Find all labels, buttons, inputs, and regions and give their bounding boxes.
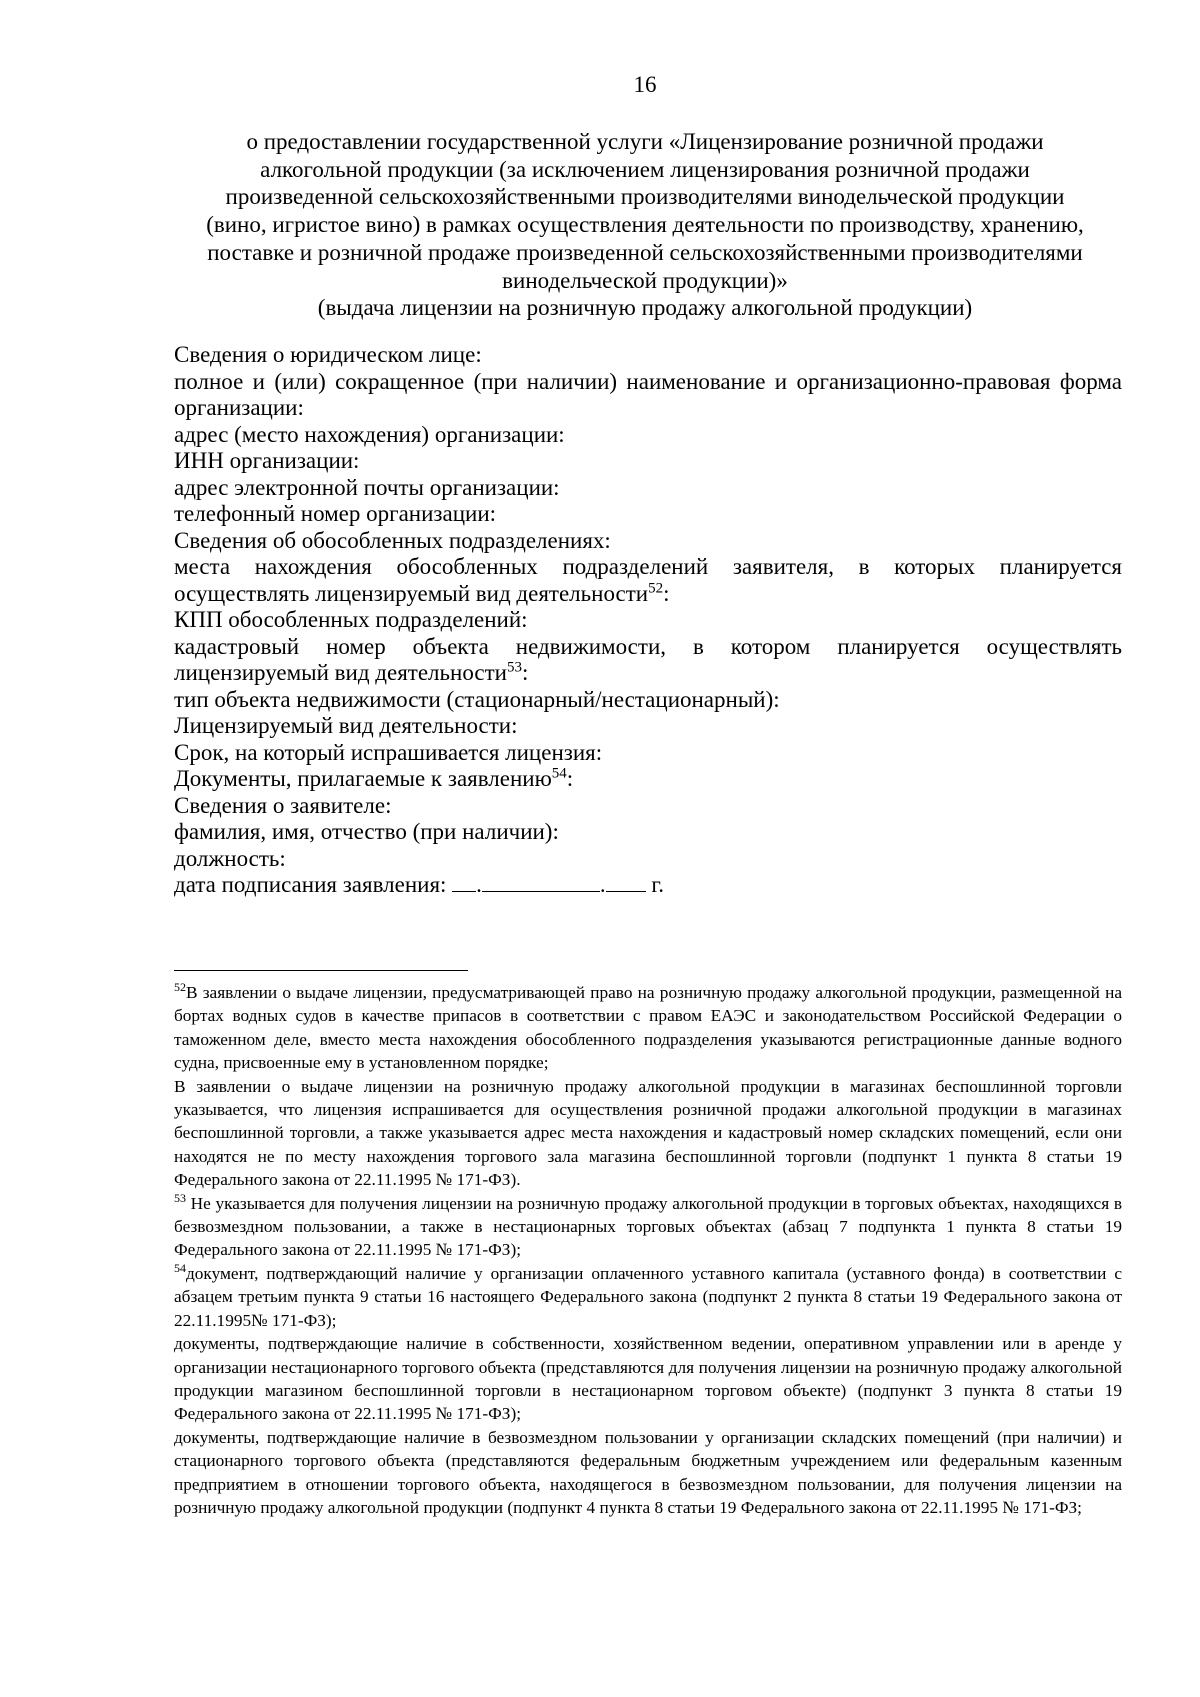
date-day-blank [452,873,476,892]
footnote-ref-54: 54 [551,765,567,782]
title-line: поставке и розничной продаже произведенной сельскохозяйственными производителями [207,239,1083,265]
footnote-53 [174,1192,1122,1262]
title-line: о предоставлении государственной услуги «Лицензирование розничной продажи [246,129,1044,154]
title-subline: (выдача лицензии на розничную продажу алкогольной продукции) [317,295,973,321]
footnote-54 [174,1262,1122,1332]
footnote-separator [174,970,468,971]
field-cadastral-text: кадастровый номер объекта недвижимости, в котором планируется осуществлять лицензируемый вид деятельности [174,633,1122,685]
document-title [165,128,1125,322]
colon: : [566,766,574,791]
title-line: алкогольной продукции (за исключением лицензирования розничной продажи [260,156,1030,182]
field-object-type: тип объекта недвижимости (стационарный/нестационарный): [174,686,780,712]
title-line: произведенной сельскохозяйственными производителями винодельческой продукции [225,184,1065,210]
date-dot: . [599,872,606,897]
field-documents-text: Документы, прилагаемые к заявлению [174,766,552,791]
field-term: Срок, на который испрашивается лицензия: [174,739,603,765]
field-kpp: КПП обособленных подразделений: [174,607,528,632]
footnote-ref-52: 52 [648,579,664,596]
footnote-52 [174,981,1122,1075]
field-position: должность: [174,845,286,871]
field-branch-locations-text: места нахождения обособленных подразделений заявителя, в которых планируется осуществлять лицензируемый вид деятельности [174,554,1122,606]
field-phone: телефонный номер организации: [174,501,497,526]
title-line: (вино, игристое вино) в рамках осуществления деятельности по производству, хранению, [206,212,1084,238]
footnote-mark: 52 [174,980,186,995]
field-activity: Лицензируемый вид деятельности: [174,713,518,738]
field-documents [174,766,1122,793]
footnote-mark: 54 [174,1261,186,1276]
date-dot: . [476,872,482,897]
footnote-text: В заявлении о выдаче лицензии, предусматривающей право на розничную продажу алкогольной продукции, размещенной на бортах водных судов в качестве припасов в соответствии с правом ЕАЭС и законодательством Российской Федерации о таможенном деле, вместо места нахождения обособленного подразделения указываются регистрационные данные водного судна, присвоенные ему в установленном порядке; [174,983,1122,1073]
title-line: винодельческой продукции)» [502,267,788,293]
field-sign-date [174,872,1122,899]
field-org-name: полное и (или) сокращенное (при наличии) наименование и организационно-правовая форма организации: [174,368,1122,420]
date-year-blank [606,873,646,892]
colon: : [521,660,529,685]
date-month-blank [482,873,600,892]
field-org-address: адрес (место нахождения) организации: [174,421,565,447]
field-inn: ИНН организации: [174,448,360,473]
field-full-name: фамилия, имя, отчество (при наличии): [174,819,559,844]
date-year-suffix: г. [651,872,665,897]
footnote-52-continuation: В заявлении о выдаче лицензии на розничную продажу алкогольной продукции в магазинах беспошлинной торговли указывается, что лицензия испрашивается для осуществления розничной продажи алкогольной продукции в магазинах беспошлинной торговли, а также указывается адрес места нахождения и кадастровый номер складских помещений, если они находятся не по месту нахождения торгового зала магазина беспошлинной торговли (подпункт 1 пункта 8 статьи 19 Федерального закона от 22.11.1995 № 171-ФЗ). [174,1076,1122,1190]
field-email: адрес электронной почты организации: [174,474,560,500]
sign-date-label: дата подписания заявления: [174,872,447,897]
footnote-text: документ, подтверждающий наличие у организации оплаченного уставного капитала (уставного фонда) в соответствии с абзацем третьим пункта 9 статьи 16 настоящего Федерального закона (подпункт 2 пункта 8 статьи 19 Федерального закона от 22.11.1995№ 171-ФЗ); [174,1263,1122,1330]
field-cadastral [174,634,1122,687]
application-fields [174,342,1122,899]
branches-heading: Сведения об обособленных подразделениях: [174,527,611,553]
colon: : [663,580,670,606]
field-branch-locations [174,554,1122,607]
footnote-mark: 53 [174,1190,186,1205]
footnote-54-continuation: документы, подтверждающие наличие в безвозмездном пользовании у организации складских помещений (при наличии) и стационарного торгового объекта (представляются федеральным бюджетным учреждением или федеральным казенным предприятием в отношении торгового объекта, находящегося в безвозмездном пользовании, для получения лицензии на розничную продажу алкогольной продукции (подпункт 4 пункта 8 статьи 19 Федерального закона от 22.11.1995 № 171-ФЗ; [174,1427,1122,1517]
footnote-ref-53: 53 [506,659,522,676]
page-number: 16 [633,72,657,97]
footnote-text: Не указывается для получения лицензии на розничную продажу алкогольной продукции в торговых объектах, находящихся в безвозмездном пользовании, а также в нестационарных торговых объектах (абзац 7 подпункта 1 пункта 8 статьи 19 Федерального закона от 22.11.1995 № 171-ФЗ); [174,1193,1122,1260]
legal-entity-heading: Сведения о юридическом лице: [174,342,482,367]
applicant-heading: Сведения о заявителе: [174,792,392,818]
footnotes [174,981,1122,1519]
footnote-54-continuation: документы, подтверждающие наличие в собственности, хозяйственном ведении, оперативном управлении или в аренде у организации нестационарного торгового объекта (представляются для получения лицензии на розничную продажу алкогольной продукции магазином беспошлинной торговли в нестационарном торговом объекте) (подпункт 3 пункта 8 статьи 19 Федерального закона от 22.11.1995 № 171-ФЗ); [174,1334,1122,1424]
